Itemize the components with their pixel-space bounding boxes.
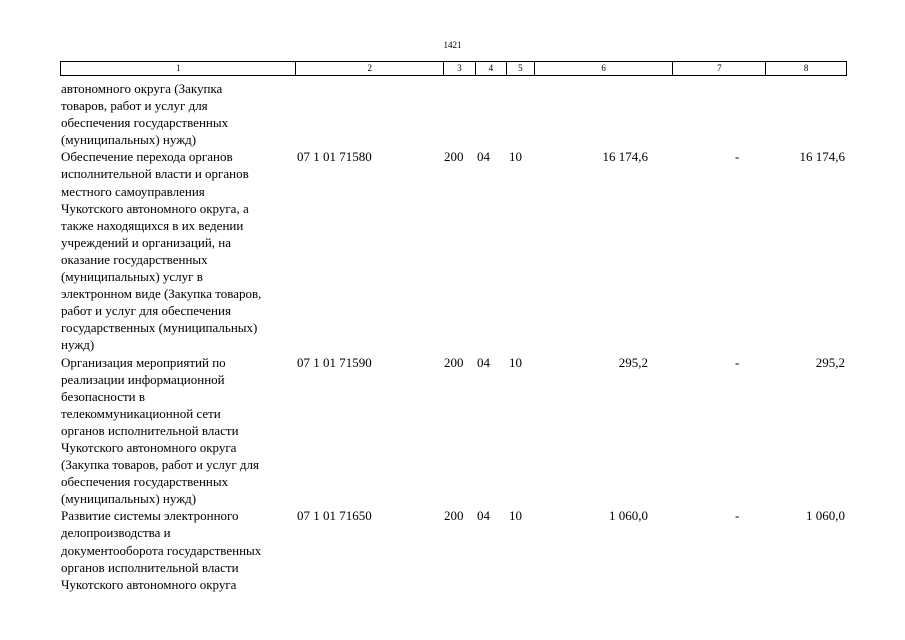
row-col7: - [735,149,740,165]
row-subsection: 10 [509,508,522,524]
header-col-3: 3 [444,62,476,75]
desc-line: учреждений и организаций, на [61,234,232,250]
desc-line: работ и услуг для обеспечения [61,303,231,319]
table-row [0,148,905,353]
header-col-7: 7 [673,62,766,75]
desc-line: (муниципальных) нужд) [61,132,197,148]
header-col-8: 8 [803,63,809,73]
desc-line: Обеспечение перехода органов [61,149,233,165]
desc-line: Чукотского автономного округа, а [61,200,249,216]
table-row-continued [0,80,905,148]
header-col-4: 4 [476,62,507,75]
row-col7: - [735,354,740,370]
desc-line: исполнительной власти и органов [61,166,249,182]
desc-line: органов исполнительной власти [61,559,239,575]
table-row [0,507,905,592]
row-code: 07 1 01 71590 [297,354,372,370]
header-col-5: 5 [507,62,535,75]
table-body [0,80,905,593]
row-expense-type: 200 [444,508,464,524]
table-row [0,354,905,508]
desc-line: Организация мероприятий по [61,354,226,370]
row-sum: 16 174,6 [602,149,648,165]
header-col-6: 6 [535,62,674,75]
desc-line: нужд) [61,337,95,353]
desc-line: (Закупка товаров, работ и услуг для [61,457,259,473]
desc-line: Чукотского автономного округа [61,576,237,592]
row-section: 04 [477,354,490,370]
row-description [61,507,301,592]
desc-line: местного самоуправления [61,183,205,199]
desc-line: реализации информационной [61,371,225,387]
row-code: 07 1 01 71650 [297,508,372,524]
desc-line: документооборота государственных [61,542,262,558]
row-sum: 1 060,0 [609,508,648,524]
desc-line: Чукотского автономного округа [61,439,237,455]
desc-line: государственных (муниципальных) [61,320,258,336]
continued-description [61,80,301,148]
row-col7: - [735,508,740,524]
desc-line: делопроизводства и [61,525,171,541]
row-total: 16 174,6 [799,149,845,165]
desc-line: оказание государственных [61,251,208,267]
row-subsection: 10 [509,354,522,370]
desc-line: (муниципальных) услуг в [61,269,203,285]
row-subsection: 10 [509,149,522,165]
desc-line: безопасности в [61,388,146,404]
desc-line: телекоммуникационной сети [61,405,221,421]
row-description [61,148,301,353]
desc-line: электронном виде (Закупка товаров, [61,286,262,302]
desc-line: обеспечения государственных [61,474,229,490]
row-expense-type: 200 [444,149,464,165]
header-col-2: 2 [296,62,444,75]
row-description [61,354,301,508]
desc-line: (муниципальных) нужд) [61,491,197,507]
page-number: 1421 [443,40,462,50]
row-expense-type: 200 [444,354,464,370]
row-code: 07 1 01 71580 [297,149,372,165]
row-section: 04 [477,508,490,524]
table-header [60,61,847,76]
desc-line: также находящихся в их ведении [61,217,244,233]
row-sum: 295,2 [618,354,648,370]
desc-line: Развитие системы электронного [61,508,239,524]
desc-line: обеспечения государственных [61,115,229,131]
desc-line: органов исполнительной власти [61,422,239,438]
desc-line: товаров, работ и услуг для [61,98,208,114]
row-total: 295,2 [815,354,845,370]
header-col-1: 1 [61,62,296,75]
row-total: 1 060,0 [806,508,845,524]
desc-line: автономного округа (Закупка [61,81,223,96]
row-section: 04 [477,149,490,165]
